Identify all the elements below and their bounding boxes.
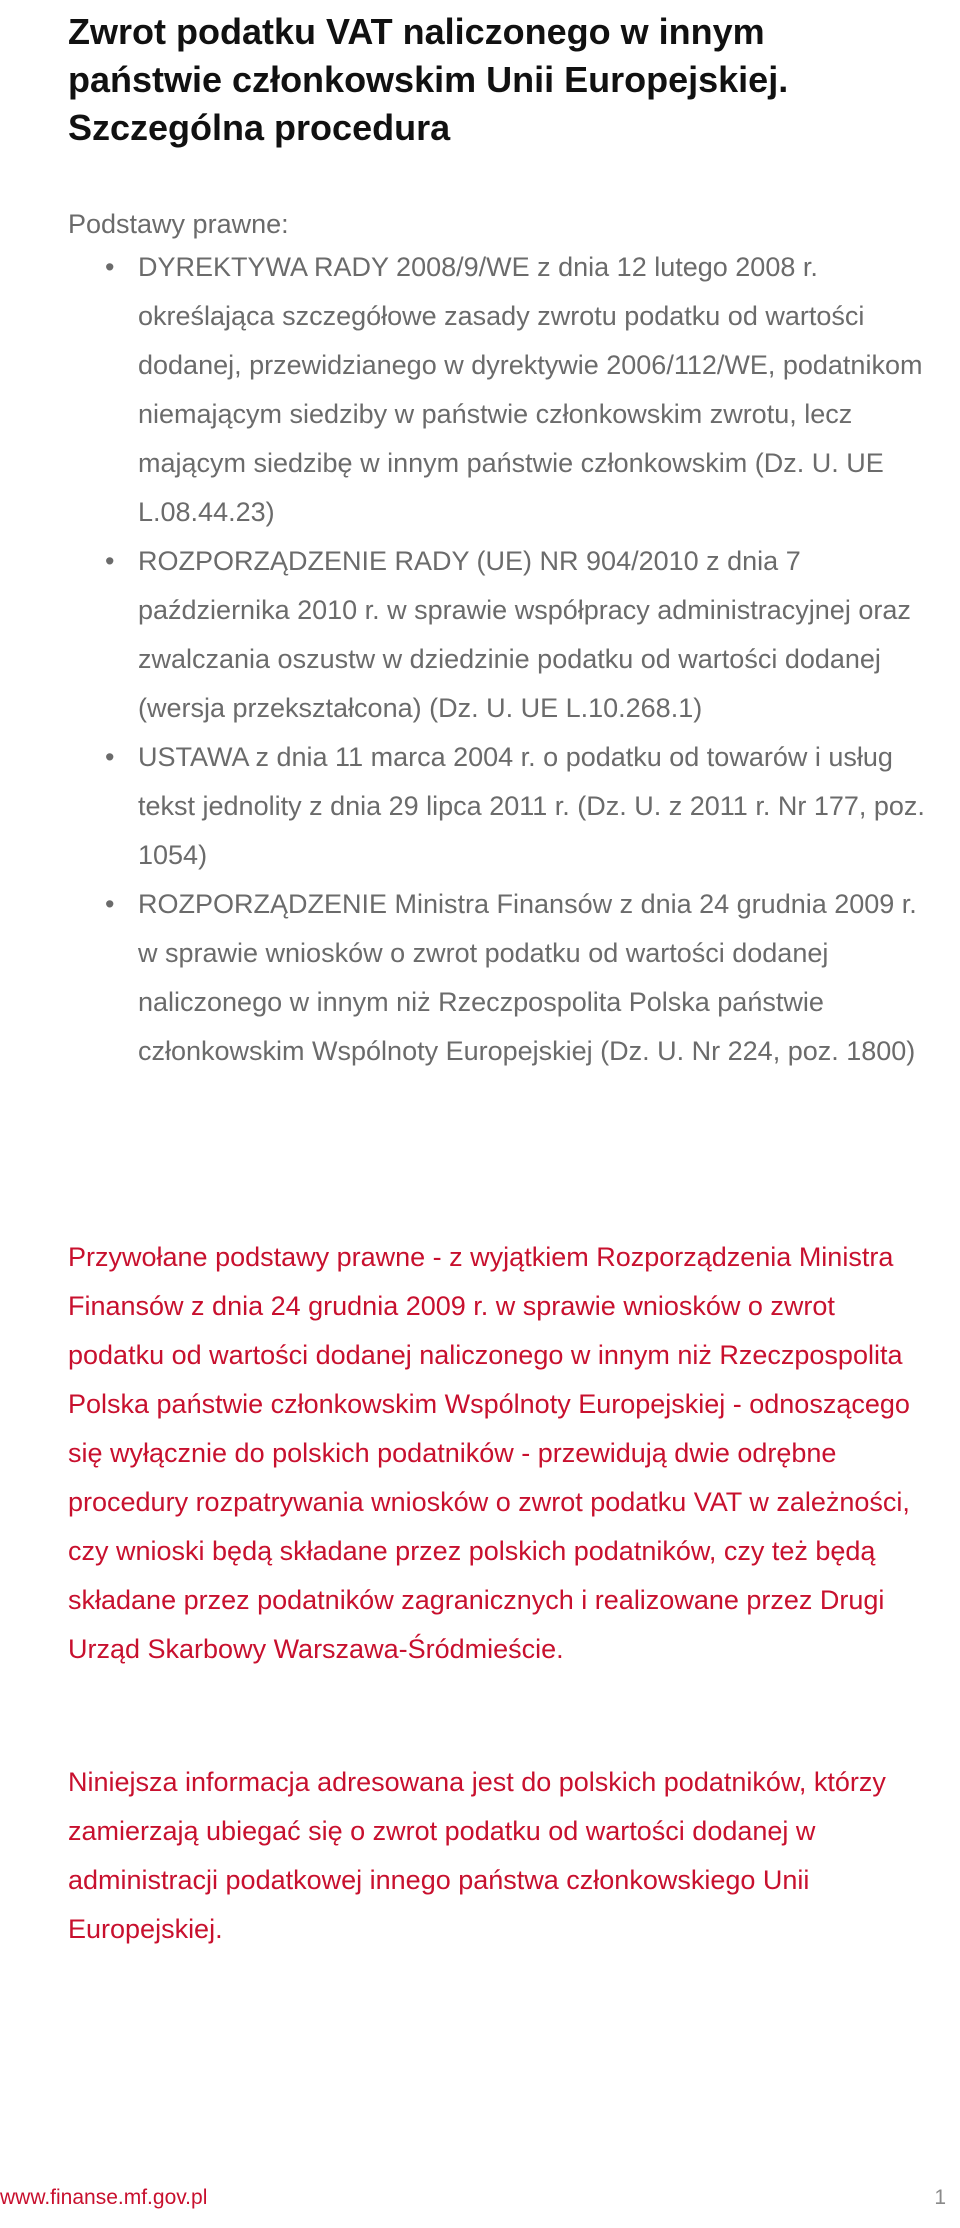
legal-basis-item-text: DYREKTYWA RADY 2008/9/WE z dnia 12 lutego 2008 r. określająca szczegółowe zasady zwrotu podatku od wartości dodanej, przewidzianego w dyrektywie 2006/112/WE, podatnikom niemającym siedziby w państwie członkowskim zwrotu, lecz mającym siedzibę w innym państwie członkowskim (Dz. U. UE L.08.44.23) bbox=[138, 252, 923, 527]
bullet-icon: • bbox=[105, 252, 115, 282]
bullet-icon: • bbox=[105, 546, 115, 576]
list-item bbox=[68, 880, 928, 1076]
legal-basis-list bbox=[68, 243, 928, 1076]
legal-basis-item-text: ROZPORZĄDZENIE RADY (UE) NR 904/2010 z dnia 7 października 2010 r. w sprawie współpracy administracyjnej oraz zwalczania oszustw w dziedzinie podatku od wartości dodanej (wersja przekształcona) (Dz. U. UE L.10.268.1) bbox=[138, 546, 911, 723]
bullet-icon: • bbox=[105, 742, 115, 772]
page-number: 1 bbox=[934, 2186, 946, 2209]
legal-basis-item-text: ROZPORZĄDZENIE Ministra Finansów z dnia 24 grudnia 2009 r. w sprawie wniosków o zwrot podatku od wartości dodanej naliczonego w innym niż Rzeczpospolita Polska państwie członkowskim Wspólnoty Europejskiej (Dz. U. Nr 224, poz. 1800) bbox=[138, 889, 917, 1066]
legal-basis-label: Podstawy prawne: bbox=[68, 209, 289, 239]
legal-basis-item-text: USTAWA z dnia 11 marca 2004 r. o podatku od towarów i usług tekst jednolity z dnia 29 lipca 2011 r. (Dz. U. z 2011 r. Nr 177, poz. 1054) bbox=[138, 742, 925, 870]
audience-paragraph: Niniejsza informacja adresowana jest do polskich podatników, którzy zamierzają ubiegać się o zwrot podatku od wartości dodanej w administracji podatkowej innego państwa członkowskiego Unii Europejskiej. bbox=[68, 1767, 886, 1944]
procedures-paragraph: Przywołane podstawy prawne - z wyjątkiem Rozporządzenia Ministra Finansów z dnia 24 grudnia 2009 r. w sprawie wniosków o zwrot podatku od wartości dodanej naliczonego w innym niż Rzeczpospolita Polska państwie członkowskim Wspólnoty Europejskiej - odnoszącego się wyłącznie do polskich podatników - przewidują dwie odrębne procedury rozpatrywania wniosków o zwrot podatku VAT w zależności, czy wnioski będą składane przez polskich podatników, czy też będą składane przez podatników zagranicznych i realizowane przez Drugi Urząd Skarbowy Warszawa-Śródmieście. bbox=[68, 1242, 910, 1664]
bullet-icon: • bbox=[105, 889, 115, 919]
document-title: Zwrot podatku VAT naliczonego w innym państwie członkowskim Unii Europejskiej. Szczególna procedura bbox=[68, 11, 789, 148]
list-item bbox=[68, 243, 928, 537]
footer-website-link[interactable]: www.finanse.mf.gov.pl bbox=[0, 2186, 208, 2209]
list-item bbox=[68, 537, 928, 733]
list-item bbox=[68, 733, 928, 880]
